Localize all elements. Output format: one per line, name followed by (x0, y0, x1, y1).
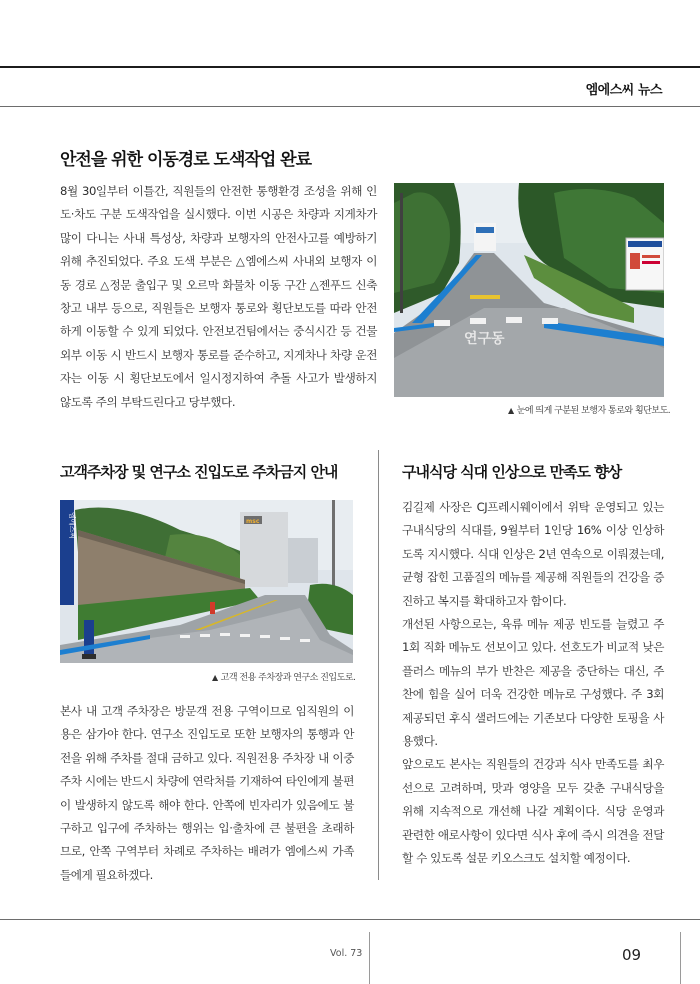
header-rule-thin (0, 106, 700, 107)
article3-paragraph: 앞으로도 본사는 직원들의 건강과 식사 만족도를 최우선으로 고려하며, 맛과 영양을 모두 갖춘 구내식당을 위해 지속적으로 개선해 나갈 계획이다. 식당 운영과 관련한 애로사항이 있다면 식사 후에 즉시 의견을 전달할 수 있도록 설문 키오스크도 설치할 예정이다. (402, 757, 664, 866)
article3-title: 구내식당 식대 인상으로 만족도 향상 (402, 463, 622, 481)
article2-body: 본사 내 고객 주차장은 방문객 전용 구역이므로 임직원의 이용은 삼가야 한다. 연구소 진입도로 또한 보행자의 통행과 안전을 위해 주차를 절대 금하고 있다. 직원전용 주차장 내 이중주차 시에는 반드시 차량에 연락처를 기재하여 타인에게 불편이 발생하지 않도록 해야 한다. 안쪽에 빈자리가 있음에도 불구하고 입구에 주차하는 행위는 입·출차에 큰 불편을 초래하므로, 안쪽 구역부터 차례로 주차하는 배려가 엠에스씨 가족들에게 필요하겠다. (60, 704, 354, 882)
section-label: 엠에스씨 뉴스 (585, 83, 662, 98)
article1-caption (508, 403, 670, 416)
article1-caption-text: 눈에 띄게 구분된 보행자 통로와 횡단보도. (516, 406, 671, 416)
article1-body: 8월 30일부터 이틀간, 직원들의 안전한 통행환경 조성을 위해 인도·차도 구분 도색작업을 실시했다. 이번 시공은 차량과 지게차가 많이 다니는 사내 특성상, 차량과 보행자의 안전사고를 예방하기 위해 추진되었다. 주요 도색 부분은 △엠에스씨 사내외 보행자 이동 경로 △정문 출입구 및 오르막 화물차 이동 구간 △젠푸드 신축창고 내부 등으로, 직원들은 보행자 통로와 횡단보도를 따라 안전하게 이동할 수 있게 되었다. 안전보건팀에서는 중식시간 등 건물 외부 이동 시 반드시 보행자 통로를 준수하고, 지게차나 차량 운전자는 이동 시 횡단보도에서 일시정지하여 추돌 사고가 발생하지 않도록 주의 부탁드린다고 당부했다. (60, 184, 377, 409)
article3-paragraph: 개선된 사항으로는, 육류 메뉴 제공 빈도를 늘렸고 주 1회 직화 메뉴도 선보이고 있다. 선호도가 비교적 낮은 플러스 메뉴의 부가 반찬은 제공을 중단하는 대신, 주찬에 힘을 실어 더욱 건강한 메뉴로 구성했다. 주 3회 제공되던 후식 샐러드에는 기존보다 다양한 토핑을 사용했다. (402, 617, 664, 749)
article1-title: 안전을 위한 이동경로 도색작업 완료 (60, 150, 312, 170)
caption-triangle-icon: ▲ (508, 406, 514, 415)
page-number: 09 (622, 946, 642, 964)
header-rule (0, 66, 700, 68)
volume-label: Vol. 73 (330, 948, 363, 959)
article2-caption-text: 고객 전용 주차장과 연구소 진입도로. (220, 673, 356, 683)
banner-text: 엠에스씨 (68, 512, 76, 540)
article3-body (402, 496, 664, 871)
article1-photo (394, 183, 664, 397)
footer-divider (369, 932, 370, 984)
building-sign-text: msc (246, 518, 260, 525)
article2-caption (212, 670, 355, 683)
footer-tick (680, 932, 681, 984)
road-marking-text: 연구동 (464, 331, 505, 347)
footer-rule (0, 919, 700, 920)
article2-photo (60, 500, 353, 663)
caption-triangle-icon: ▲ (212, 673, 218, 682)
article3-paragraph: 김길제 사장은 CJ프레시웨이에서 위탁 운영되고 있는 구내식당의 식대를, 9월부터 1인당 16% 이상 인상하도록 지시했다. 식대 인상은 2년 연속으로 이뤄졌는데, 균형 잡힌 고품질의 메뉴를 제공해 직원들의 건강을 증진하고 복지를 확대하고자 함이다. (402, 500, 664, 608)
article2-title: 고객주차장 및 연구소 진입도로 주차금지 안내 (60, 463, 338, 481)
column-divider (378, 450, 379, 880)
